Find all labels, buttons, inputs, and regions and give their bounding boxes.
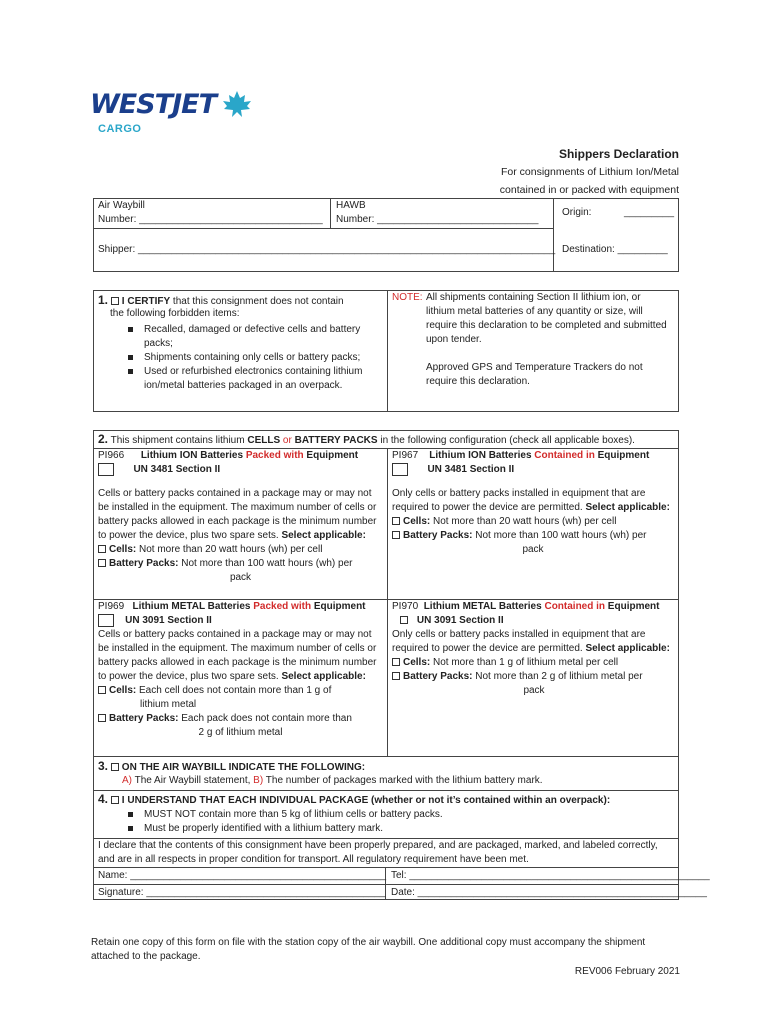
forbidden-items-list xyxy=(120,323,380,393)
pi966-packs-checkbox[interactable] xyxy=(98,559,106,567)
declaration-text: I declare that the contents of this consignment have been properly prepared, and are packaged, marked, and labeled correctly, and are in all respects in proper condition for transport. All regulatory requirement have been met. xyxy=(98,840,658,865)
origin-field[interactable]: _________ xyxy=(624,207,675,218)
origin-label: Origin: xyxy=(562,207,592,218)
revision-label: REV006 February 2021 xyxy=(574,966,680,977)
certify-checkbox[interactable] xyxy=(111,297,119,305)
shipper-field[interactable]: Shipper: ___________________________________________________________________________ xyxy=(98,244,556,255)
pi966-checkbox[interactable] xyxy=(98,463,114,476)
section-2-intro: 2. This shipment contains lithium CELLS or BATTERY PACKS in the following configuration (check all applicable boxes). xyxy=(98,432,635,446)
awb-number-field[interactable]: Number: _________________________________ xyxy=(98,214,323,225)
section-3-title: 3. ON THE AIR WAYBILL INDICATE THE FOLLOWING: xyxy=(98,759,366,773)
logo-cargo: CARGO xyxy=(98,123,142,135)
list-item: Must be properly identified with a lithium battery mark. xyxy=(120,822,620,836)
section-3-text: A) The Air Waybill statement, B) The number of packages marked with the lithium battery mark. xyxy=(122,775,543,786)
pi970-cell: PI970 Lithium METAL Batteries Contained in Equipment UN 3091 Section II Only cells or battery packs installed in equipment that are required to power the device are permitted. Select applicable: Cells: Not more than 1 g of lithium metal per cell Battery Packs: Not more than 2 g of lithium metal per pack xyxy=(392,601,670,696)
pi969-cell: PI969 Lithium METAL Batteries Packed with Equipment UN 3091 Section II Cells or battery packs contained in a package may or may not be installed in the equipment. The maximum number of cells or battery packs allowed in each package is the minimum number to power the device, plus two spare sets. Select applicable: Cells: Each cell does not contain more than 1 g of lithium metal Battery Packs: Each pack does not contain more than 2 g of lithium metal xyxy=(98,601,377,739)
pi969-checkbox[interactable] xyxy=(98,614,114,627)
section-1-certify: 1. I CERTIFY that this consignment does not contain xyxy=(98,293,344,307)
note-label: NOTE: xyxy=(392,292,423,303)
date-field[interactable]: Date: ____________________________________________________ xyxy=(391,887,707,898)
name-field[interactable]: Name: ______________________________________________ xyxy=(98,870,387,881)
pi969-packs-checkbox[interactable] xyxy=(98,714,106,722)
pi966-cells-checkbox[interactable] xyxy=(98,545,106,553)
hawb-label: HAWB xyxy=(336,200,366,211)
section-4-title: 4. I UNDERSTAND THAT EACH INDIVIDUAL PACKAGE (whether or not it’s contained within an overpack): xyxy=(98,792,611,806)
package-rules-list xyxy=(120,808,620,836)
pi969-cells-checkbox[interactable] xyxy=(98,686,106,694)
tel-field[interactable]: Tel: ______________________________________________________ xyxy=(391,870,710,881)
section-4-checkbox[interactable] xyxy=(111,796,119,804)
pi967-checkbox[interactable] xyxy=(392,463,408,476)
hawb-number-field[interactable]: Number: _____________________________ xyxy=(336,214,539,225)
list-item: Used or refurbished electronics containing lithium ion/metal batteries packaged in an overpack. xyxy=(120,365,380,393)
list-item: Recalled, damaged or defective cells and battery packs; xyxy=(120,323,380,351)
note-text: All shipments containing Section II lithium ion, or lithium metal batteries of any quantity or size, will require this declaration to be completed and submitted upon tender. xyxy=(426,292,667,345)
page-title: Shippers Declaration xyxy=(558,147,679,161)
pi970-cells-checkbox[interactable] xyxy=(392,658,400,666)
pi967-cells-checkbox[interactable] xyxy=(392,517,400,525)
awb-label: Air Waybill xyxy=(98,200,145,211)
logo-wordmark: WESTJET xyxy=(90,89,216,120)
westjet-cargo-logo xyxy=(90,90,260,138)
pi967-cell: PI967 Lithium ION Batteries Contained in Equipment UN 3481 Section II Only cells or battery packs installed in equipment that are required to power the device are permitted. Select applicable: Cells: Not more than 20 watt hours (wh) per cell Battery Packs: Not more than 100 watt hours (wh) per pack xyxy=(392,450,670,556)
pi966-cell: PI966 Lithium ION Batteries Packed with Equipment UN 3481 Section II Cells or battery packs contained in a package may or may not be installed in the equipment. The maximum number of cells or battery packs allowed in each package is the minimum number to power the device, plus two spare sets. Select applicable: Cells: Not more than 20 watt hours (wh) per cell Battery Packs: Not more than 100 watt hours (wh) per pack xyxy=(98,450,377,584)
retain-copy-note: Retain one copy of this form on file with the station copy of the air waybill. One additional copy must accompany the shipment attached to the package. xyxy=(91,937,646,962)
destination-field[interactable]: Destination: _________ xyxy=(562,244,668,255)
maple-leaf-icon xyxy=(222,90,252,118)
list-item: Shipments containing only cells or battery packs; xyxy=(120,351,380,365)
section-1-text: the following forbidden items: xyxy=(110,308,240,319)
pi967-packs-checkbox[interactable] xyxy=(392,531,400,539)
note-trackers: Approved GPS and Temperature Trackers do not require this declaration. xyxy=(426,362,643,387)
pi970-packs-checkbox[interactable] xyxy=(392,672,400,680)
subtitle-1: For consignments of Lithium Ion/Metal xyxy=(501,166,679,178)
subtitle-2: contained in or packed with equipment xyxy=(499,184,679,196)
signature-field[interactable]: Signature: ___________________________________________ xyxy=(98,887,386,898)
pi970-checkbox[interactable] xyxy=(400,616,408,624)
section-3-checkbox[interactable] xyxy=(111,763,119,771)
list-item: MUST NOT contain more than 5 kg of lithium cells or battery packs. xyxy=(120,808,620,822)
